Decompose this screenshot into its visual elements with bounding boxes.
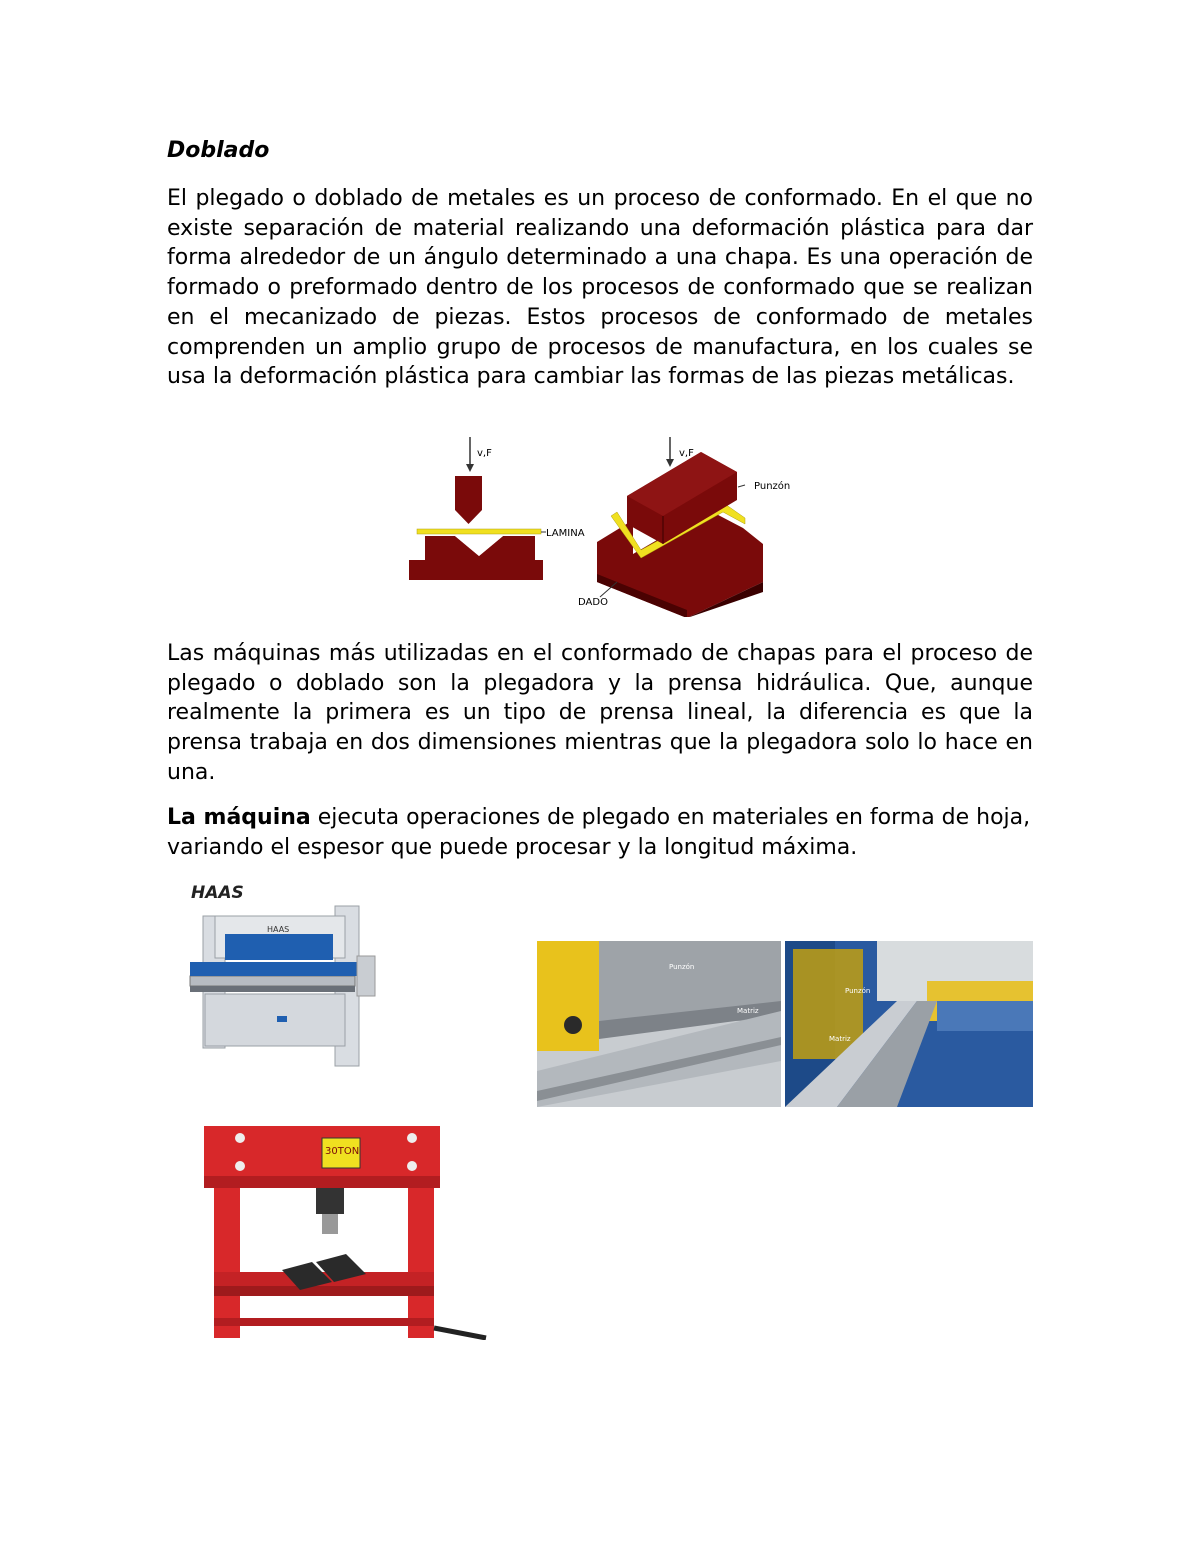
photo-label-matriz-2: Matriz [829,1035,851,1043]
lamina-label: LAMINA [546,528,585,539]
force-label-left: v,F [477,448,492,459]
photo-label-punzon-2: Punzón [845,987,871,995]
machine-paragraph [167,803,1033,862]
machine-paragraph-rest: ejecuta operaciones de plegado en materiales en forma de hoja, variando el espesor que puede procesar y la longitud máxima. [167,805,1031,860]
haas-logo: HAAS [191,883,244,903]
press-brake-photo [185,876,385,1072]
dado-label: DADO [578,597,608,608]
svg-text:HAAS: HAAS [267,925,290,934]
tooling-photos [537,941,1033,1107]
punzon-label: Punzón [754,481,791,492]
machines-paragraph: Las máquinas más utilizadas en el conformado de chapas para el proceso de plegado o doblado son la plegadora y la prensa hidráulica. Que, aunque realmente la primera es un tipo de prensa lineal, la diferencia es que la prensa trabaja en dos dimensiones mientras que la plegadora solo lo hace en una. [167,641,1033,785]
press-badge: 30TON [325,1146,360,1157]
intro-paragraph: El plegado o doblado de metales es un proceso de conformado. En el que no existe separación de material realizando una deformación plástica para dar forma alrededor de un ángulo determinado a una chapa. Es una operación de formado o preformado dentro de los procesos de conformado que se realizan en el mecanizado de piezas. Estos procesos de conformado de metales comprenden un amplio grupo de procesos de manufactura, en los cuales se usa la deformación plástica para cambiar las formas de las piezas metálicas. [167,186,1033,390]
hydraulic-press-photo [200,1122,490,1340]
bending-diagram [405,432,805,617]
force-label-right: v,F [679,448,694,459]
machine-bold-lead: La máquina [167,805,311,830]
photo-label-matriz-1: Matriz [737,1007,759,1015]
section-title: Doblado [167,138,270,163]
punch-2d [455,476,482,524]
photo-label-punzon-1: Punzón [669,963,695,971]
sheet-2d [417,529,541,534]
